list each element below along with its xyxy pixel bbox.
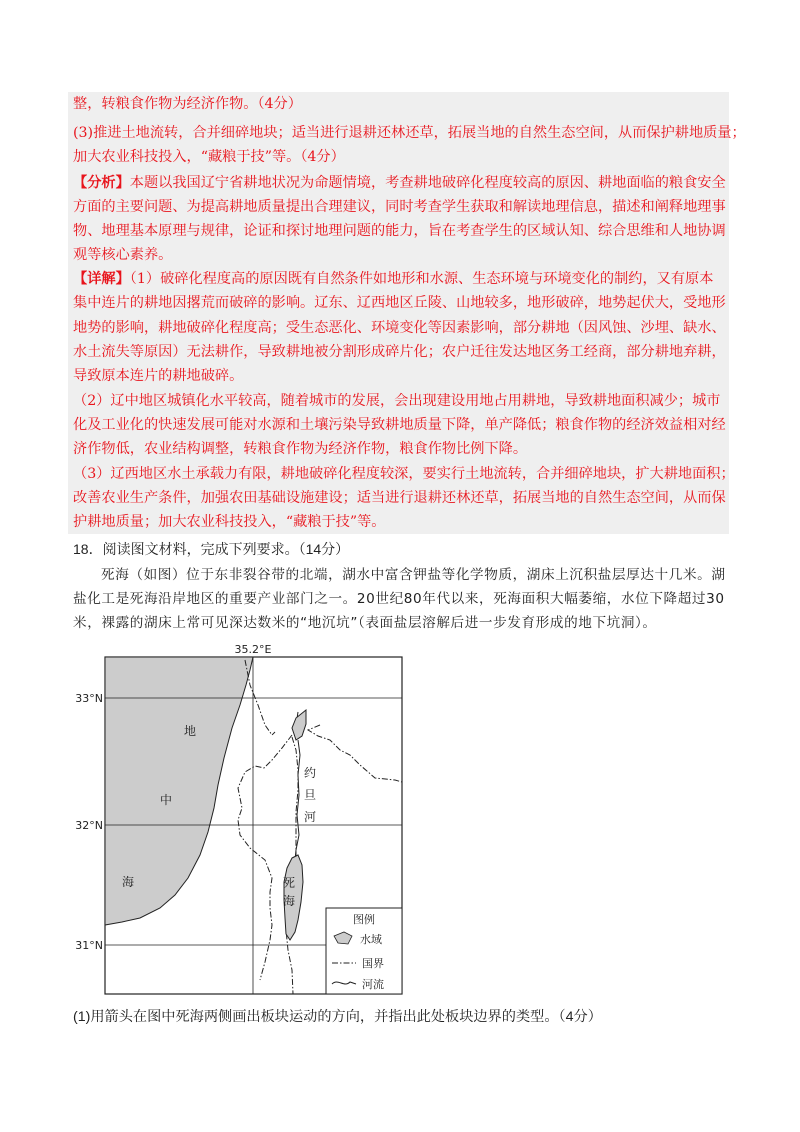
dead-sea-label-1: 死 (282, 876, 296, 890)
dead-sea-map (60, 640, 420, 1000)
latitude-31-label: 31°N (75, 939, 103, 952)
answer-line: 整，转粮食作物为经济作物。（4分） (73, 96, 302, 112)
longitude-label: 35.2°E (234, 643, 272, 656)
answer-line: 集中连片的耕地因撂荒而破碎的影响。辽东、辽西地区丘陵、山地较多，地形破碎，地势起伏大，受地形 (73, 295, 726, 311)
analysis-tag: 【分析】 (73, 175, 130, 191)
latitude-32-label: 32°N (75, 819, 103, 832)
mediterranean-label-3: 海 (121, 875, 135, 889)
jordan-river-label-1: 约 (303, 766, 317, 780)
answer-line: 水土流失等原因）无法耕作，导致耕地被分割形成碎片化；农户迁往发达地区务工经商，部分耕地弃耕， (73, 344, 726, 360)
dead-sea-label-2: 海 (282, 894, 296, 908)
answer-line: 化及工业化的快速发展可能对水源和土壤污染导致耕地质量下降，单产降低；粮食作物的经济效益相对经 (73, 417, 726, 433)
legend-river-label: 河流 (362, 978, 384, 991)
answer-line: 护耕地质量；加大农业科技投入，“藏粮于技”等。 (73, 514, 386, 530)
answer-line: 改善农业生产条件，加强农田基础设施建设；适当进行退耕还林还草，拓展当地的自然生态空间，从而保 (73, 490, 726, 506)
answer-line: 地势的影响，耕地破碎化程度高；受生态恶化、环境变化等因素影响，部分耕地（因风蚀、沙埋、缺水、 (73, 320, 726, 336)
answer-line: 方面的主要问题、为提高耕地质量提出合理建议，同时考查学生获取和解读地理信息，描述和阐释地理事 (73, 199, 726, 215)
mediterranean-label-2: 中 (159, 793, 173, 807)
answer-line: 物、地理基本原理与规律，论证和探讨地理问题的能力，旨在考查学生的区域认知、综合思维和人地协调 (73, 223, 726, 239)
answer-line: （3）辽西地区水土承载力有限，耕地破碎化程度较深，要实行土地流转，合并细碎地块，扩大耕地面积； (73, 466, 735, 482)
answer-line: 导致原本连片的耕地破碎。 (73, 368, 244, 384)
answer-line: (3)推进土地流转，合并细碎地块；适当进行退耕还林还草，拓展当地的自然生态空间，从而保护耕地质量； (73, 125, 746, 141)
legend-water-label: 水域 (360, 933, 382, 946)
sub-question-1: (1)用箭头在图中死海两侧画出板块运动的方向，并指出此处板块边界的类型。（4分） (73, 1009, 602, 1025)
legend-title: 图例 (353, 913, 375, 926)
latitude-33-label: 33°N (75, 692, 103, 705)
answer-line: （2）辽中地区城镇化水平较高，随着城市的发展，会出现建设用地占用耕地，导致耕地面积减少；城市 (73, 393, 721, 409)
analysis-line (73, 173, 726, 193)
detail-line (73, 269, 713, 289)
mediterranean-label-1: 地 (183, 724, 197, 738)
detail-text: （1）破碎化程度高的原因既有自然条件如地形和水源、生态环境与环境变化的制约，又有原本 (129, 271, 714, 287)
question-body-line: 死海（如图）位于东非裂谷带的北端，湖水中富含钾盐等化学物质，湖床上沉积盐层厚达十几米。湖 (101, 567, 726, 583)
question-body-line: 米，裸露的湖床上常可见深达数米的“地沉坑”（表面盐层溶解后进一步发育形成的地下坑洞）。 (73, 615, 657, 631)
jordan-river-label-3: 河 (303, 810, 317, 824)
legend-border-label: 国界 (362, 957, 384, 970)
question-body-line: 盐化工是死海沿岸地区的重要产业部门之一。20世纪80年代以来，死海面积大幅萎缩，水位下降超过30 (73, 591, 725, 607)
detail-tag: 【详解】 (73, 271, 130, 287)
answer-line: 加大农业科技投入，“藏粮于技”等。（4分） (73, 149, 345, 165)
answer-line: 观等核心素养。 (73, 247, 173, 263)
answer-line: 济作物低，农业结构调整，转粮食作物为经济作物，粮食作物比例下降。 (73, 441, 528, 457)
jordan-river-label-2: 旦 (303, 788, 317, 802)
analysis-text: 本题以我国辽宁省耕地状况为命题情境，考查耕地破碎化程度较高的原因、耕地面临的粮食安全 (129, 175, 726, 191)
question-stem: 18．阅读图文材料，完成下列要求。（14分） (73, 541, 350, 557)
